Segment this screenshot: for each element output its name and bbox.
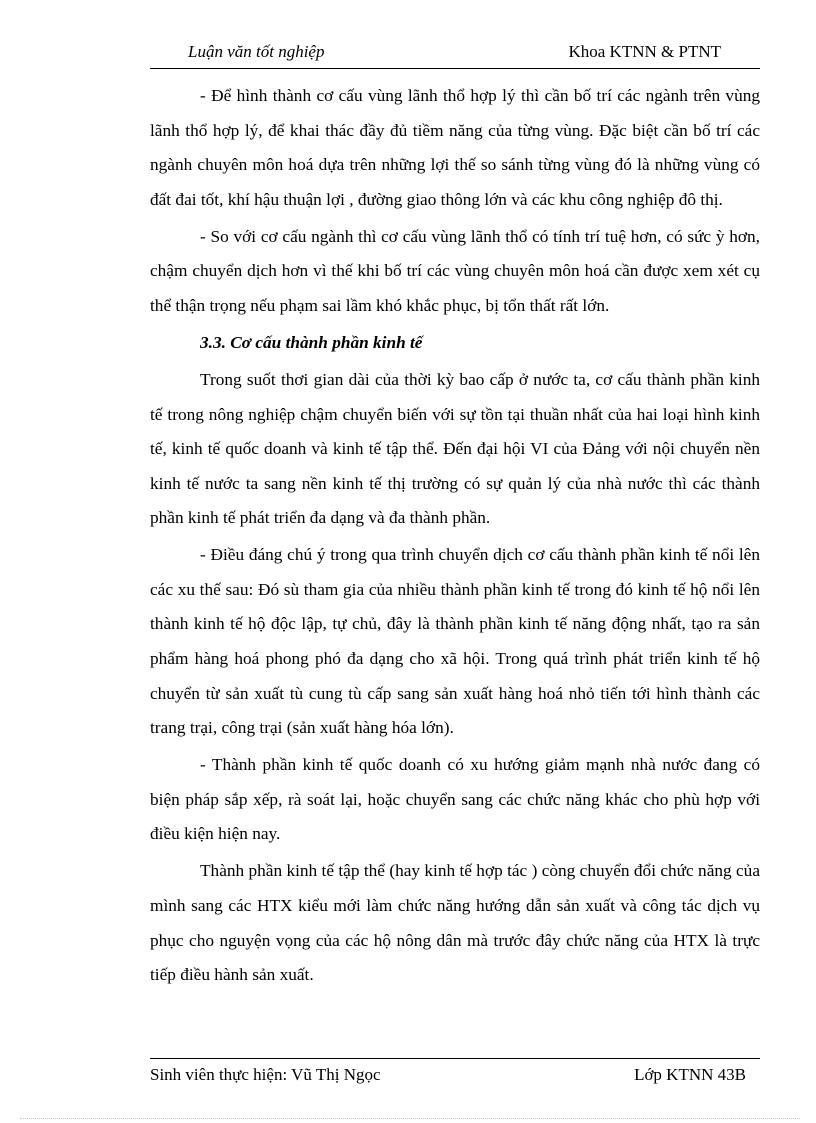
paragraph-regional-layout: - Để hình thành cơ cấu vùng lãnh thổ hợp lý thì cần bố trí các ngành trên vùng lãnh thổ hợp lý, để khai thác đầy đủ tiềm năng của từng vùng. Đặc biệt cần bố trí các ngành chuyên môn hoá dựa trên những lợi thế so sánh từng vùng đó là những vùng có đất đai tốt, khí hậu thuận lợi , đường giao thông lớn và các khu công nghiệp đô thị. — [150, 86, 760, 209]
footer-class: Lớp KTNN 43B — [634, 1065, 746, 1084]
paragraph-state-sector: - Thành phần kinh tế quốc doanh có xu hướng giảm mạnh nhà nước đang có biện pháp sắp xếp, rà soát lại, hoặc chuyển sang các chức năng khác cho phù hợp với điều kiện hiện nay. — [150, 755, 760, 844]
paragraph-collective-sector: Thành phần kinh tế tập thể (hay kinh tế hợp tác ) còng chuyển đổi chức năng của mình sang các HTX kiểu mới làm chức năng hướng dẫn sản xuất và công tác dịch vụ phục cho nguyện vọng của các hộ nông dân mà trước đây chức năng của HTX là trực tiếp điều hành sản xuất. — [150, 861, 760, 985]
paragraph-regional-vs-sector: - So với cơ cấu ngành thì cơ cấu vùng lãnh thổ có tính trí tuệ hơn, có sức ỳ hơn, chậm chuyển dịch hơn vì thế khi bố trí các vùng chuyên môn hoá cần được xem xét cụ thể thận trọng nếu phạm sai lầm khó khắc phục, bị tổn thất rất lớn. — [150, 226, 760, 315]
paragraph-subsidy-period: Trong suốt thơi gian dài của thời kỳ bao cấp ở nước ta, cơ cấu thành phần kinh tế trong nông nghiệp chậm chuyển biến với sự tồn tại thuần nhất của hai loại hình kinh tế, kinh tế quốc doanh và kinh tế tập thể. Đến đại hội VI của Đảng với nội chuyển nền kinh tế nước ta sang nền kinh tế thị trường có sự quản lý của nhà nước thì các thành phần kinh tế phát triển đa dạng và đa thành phần. — [150, 369, 760, 528]
footer-author: Sinh viên thực hiện: Vũ Thị Ngọc — [150, 1065, 381, 1084]
page-footer — [150, 1058, 760, 1091]
header-thesis-title: Luận văn tốt nghiệp — [188, 42, 325, 61]
header-faculty: Khoa KTNN & PTNT — [568, 42, 721, 61]
document-body — [150, 79, 760, 995]
paragraph-trends: - Điều đáng chú ý trong qua trình chuyển dịch cơ cấu thành phần kinh tế nổi lên các xu thế sau: Đó sù tham gia của nhiều thành phần kinh tế trong đó kinh tế hộ nổi lên thành kinh tế hộ độc lập, tự chủ, đây là thành phần kinh tế năng động nhất, tạo ra sản phẩm hàng hoá phong phó đa dạng cho xã hội. Trong quá trình phát triển kinh tế hộ chuyển từ sản xuất tù cung tù cấp sang sản xuất hàng hoá nhỏ tiến tới hình thành các trang trại, công trại (sản xuất hàng hóa lớn). — [150, 545, 760, 738]
page-header — [150, 40, 760, 69]
page-bottom-divider — [20, 1118, 800, 1119]
section-heading: 3.3. Cơ cấu thành phần kinh tế — [200, 332, 423, 352]
